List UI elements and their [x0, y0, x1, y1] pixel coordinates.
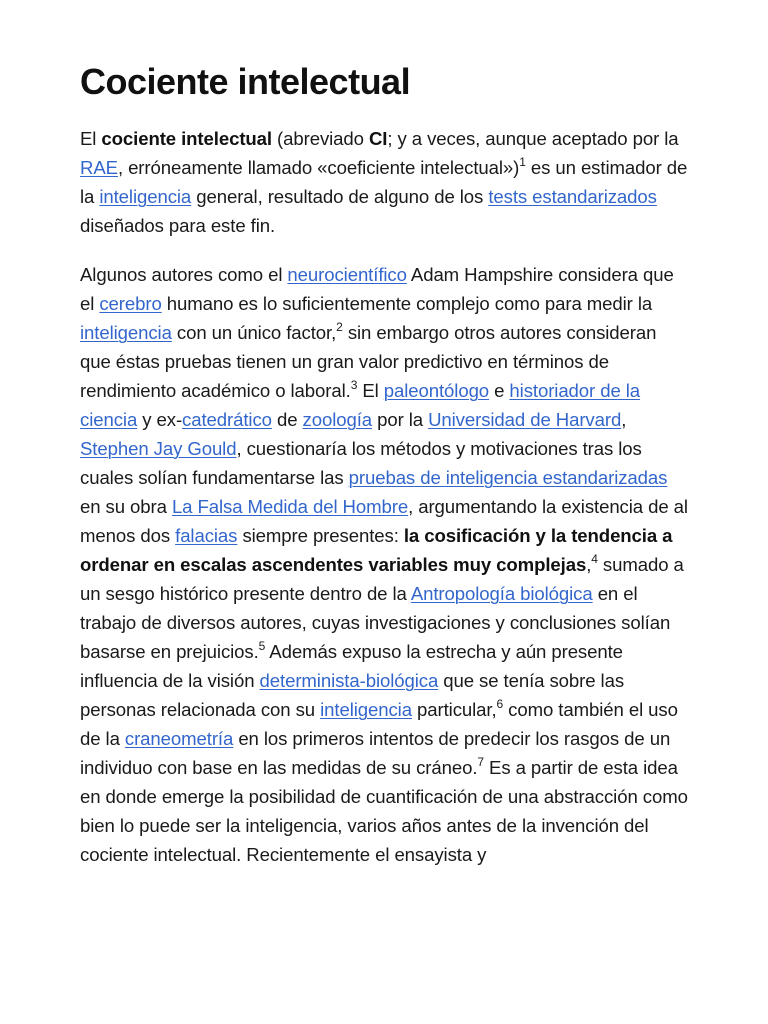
- paragraph: [80, 124, 692, 240]
- wiki-link[interactable]: catedrático: [182, 409, 272, 430]
- text-run: El: [80, 128, 102, 149]
- text-run: ,: [621, 409, 627, 430]
- text-run: como también el uso de la: [80, 699, 678, 749]
- text-run: Adam Hampshire considera que el: [80, 264, 674, 314]
- wiki-link[interactable]: inteligencia: [80, 322, 172, 343]
- text-run: , argumentando la existencia de al menos dos: [80, 496, 688, 546]
- text-run: de: [271, 409, 303, 430]
- footnote-ref[interactable]: 3: [350, 377, 358, 392]
- footnote-ref[interactable]: 2: [336, 319, 343, 334]
- text-run: en su obra: [80, 496, 172, 517]
- text-run: e: [489, 380, 510, 401]
- text-run: y ex-: [137, 409, 183, 430]
- wiki-link[interactable]: tests estandarizados: [488, 186, 657, 207]
- wiki-link[interactable]: Antropología biológica: [410, 583, 593, 604]
- footnote-ref[interactable]: 6: [496, 696, 504, 711]
- wiki-link[interactable]: falacias: [175, 525, 238, 546]
- text-run: es un estimador de la: [80, 157, 688, 207]
- text-run: ; y a veces, aunque aceptado por la: [387, 128, 679, 149]
- page-title: Cociente intelectual: [80, 61, 411, 102]
- text-run: El: [357, 380, 384, 401]
- text-run: Algunos autores como el: [80, 264, 288, 285]
- wiki-link[interactable]: craneometría: [124, 728, 234, 749]
- wiki-link[interactable]: inteligencia: [320, 699, 412, 720]
- footnote-ref[interactable]: 7: [477, 754, 484, 769]
- text-run: que se tenía sobre las personas relacionada con su: [80, 670, 625, 720]
- wiki-link[interactable]: Universidad de Harvard: [428, 409, 622, 430]
- wiki-link[interactable]: zoología: [302, 409, 373, 430]
- wiki-link[interactable]: Stephen Jay Gould: [80, 438, 237, 459]
- text-run: sin embargo otros autores consideran que éstas pruebas tienen un gran valor predictivo en términos de rendimiento académico o laboral.: [80, 322, 657, 401]
- text-run: , erróneamente llamado «coeficiente intelectual»): [117, 157, 520, 178]
- wiki-link[interactable]: paleontólogo: [383, 380, 490, 401]
- wiki-link[interactable]: neurocientífico: [287, 264, 407, 285]
- text-run: humano es lo suficientemente complejo como para medir la: [161, 293, 653, 314]
- text-run: particular,: [411, 699, 497, 720]
- text-run: ,: [586, 554, 592, 575]
- article: [80, 58, 692, 889]
- footnote-ref[interactable]: 4: [591, 551, 598, 566]
- text-run: en los primeros intentos de predecir los rasgos de un individuo con base en las medidas de su cráneo.: [80, 728, 671, 778]
- footnote-ref[interactable]: 5: [258, 638, 266, 653]
- text-run: Es a partir de esta idea en donde emerge la posibilidad de cuantificación de una abstracción como bien lo puede ser la inteligencia, varios años antes de la invención del cociente intelectual. Recientemente el ensayista y: [80, 757, 688, 865]
- wiki-link[interactable]: RAE: [80, 157, 118, 178]
- text-run: sumado a un sesgo histórico presente dentro de la: [80, 554, 684, 604]
- text-run: diseñados para este fin.: [80, 215, 276, 236]
- bold-text: la cosificación y la tendencia a ordenar en escalas ascendentes variables muy complejas: [80, 525, 673, 575]
- text-run: Además expuso la estrecha y aún presente influencia de la visión: [80, 641, 623, 691]
- text-run: en el trabajo de diversos autores, cuyas investigaciones y conclusiones solían basarse en prejuicios.: [80, 583, 671, 662]
- wiki-link[interactable]: determinista-biológica: [259, 670, 439, 691]
- text-run: siempre presentes:: [237, 525, 404, 546]
- text-run: (abreviado: [271, 128, 369, 149]
- wiki-link[interactable]: cerebro: [99, 293, 162, 314]
- wiki-link[interactable]: historiador de la ciencia: [80, 380, 641, 430]
- text-run: con un único factor,: [171, 322, 337, 343]
- wiki-link[interactable]: inteligencia: [99, 186, 192, 207]
- article-body: [80, 124, 692, 869]
- paragraph: [80, 260, 692, 869]
- wiki-link[interactable]: La Falsa Medida del Hombre: [171, 496, 409, 517]
- text-run: por la: [372, 409, 429, 430]
- text-run: , cuestionaría los métodos y motivaciones tras los cuales solían fundamentarse las: [80, 438, 642, 488]
- bold-text: CI: [368, 128, 388, 149]
- footnote-ref[interactable]: 1: [519, 154, 526, 169]
- wiki-link[interactable]: pruebas de inteligencia estandarizadas: [348, 467, 668, 488]
- text-run: general, resultado de alguno de los: [191, 186, 489, 207]
- bold-text: cociente intelectual: [101, 128, 272, 149]
